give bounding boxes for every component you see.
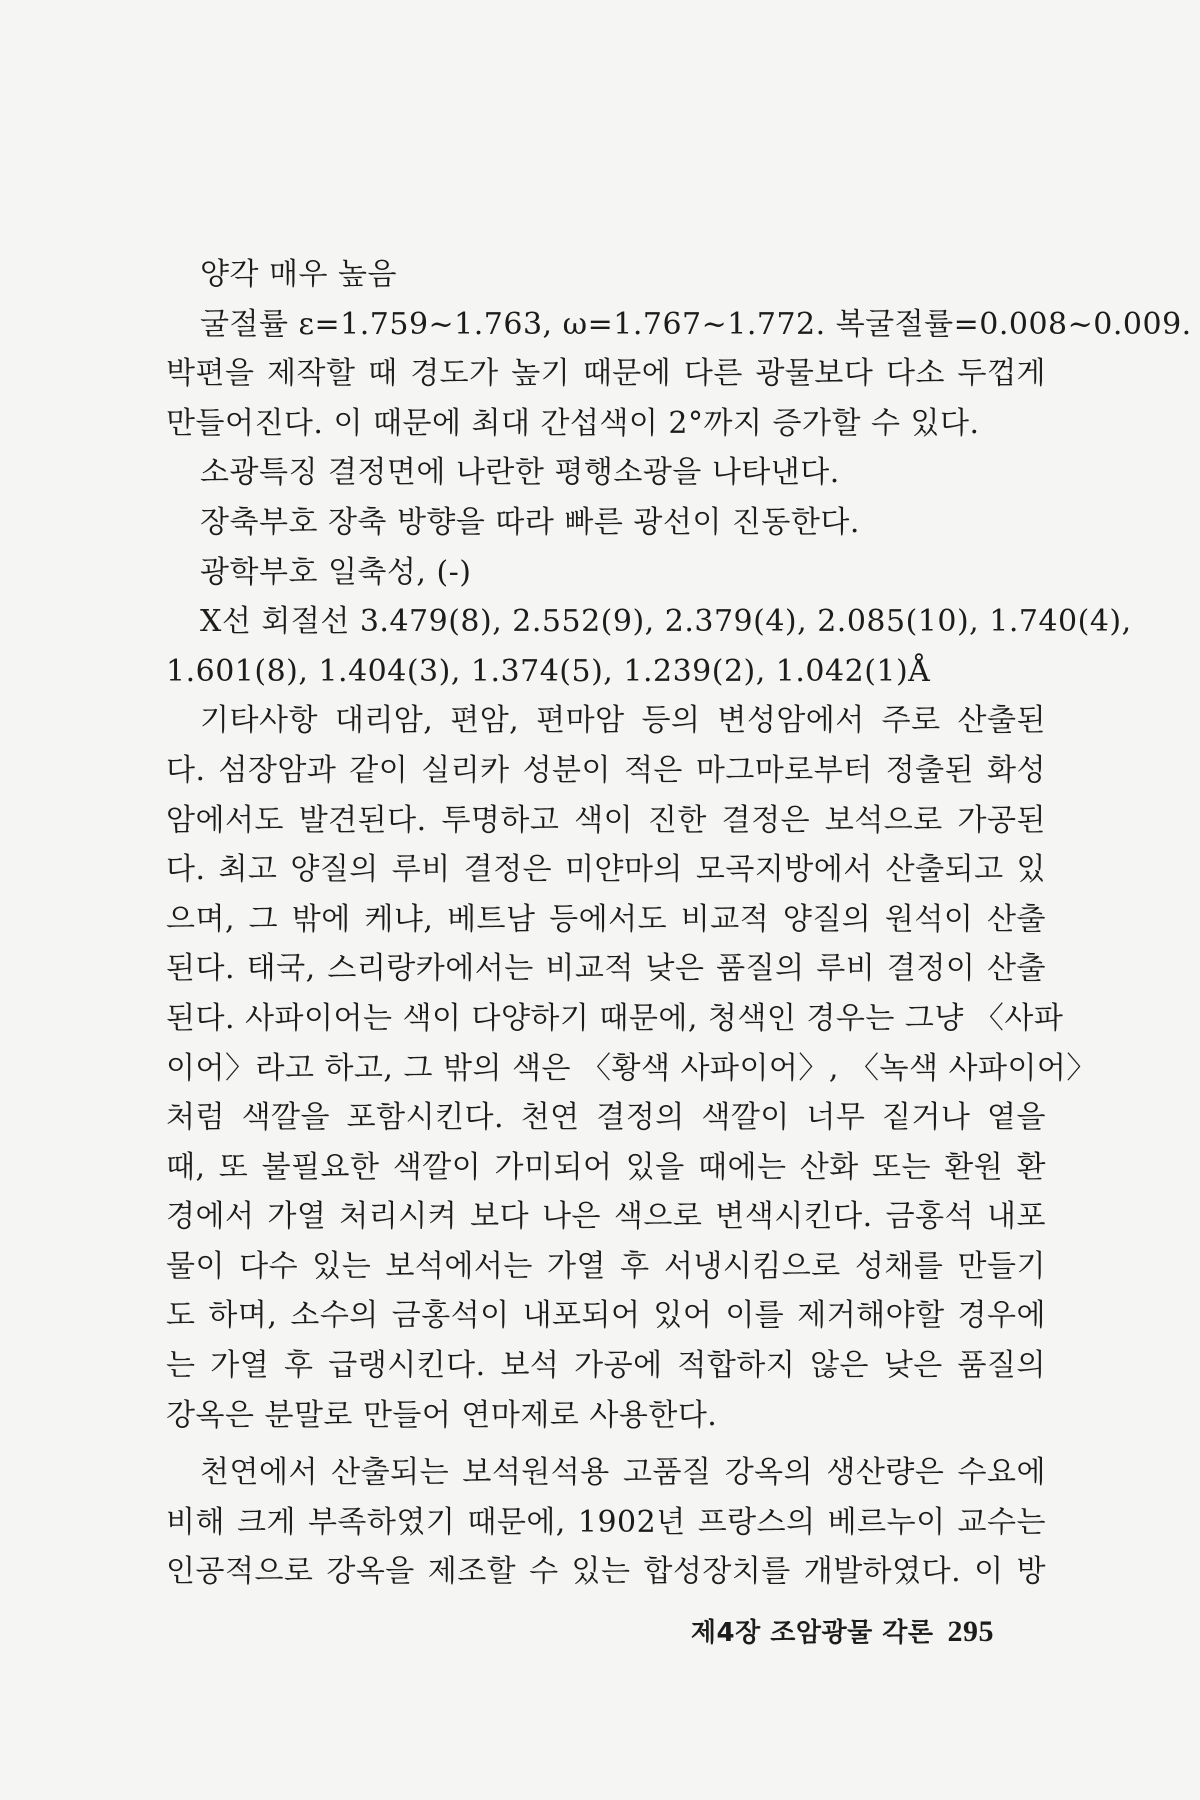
text-line: 처럼 색깔을 포함시킨다. 천연 결정의 색깔이 너무 짙거나 옅을: [166, 1100, 1046, 1136]
text-line: 도 하며, 소수의 금홍석이 내포되어 있어 이를 제거해야할 경우에: [166, 1298, 1046, 1334]
text-line: 때, 또 불필요한 색깔이 가미되어 있을 때에는 산화 또는 환원 환: [166, 1149, 1046, 1185]
text-line: 광학부호 일축성, (-): [200, 554, 472, 590]
chapter-title: 제4장 조암광물 각론: [690, 1618, 934, 1648]
text-line: 비해 크게 부족하였기 때문에, 1902년 프랑스의 베르누이 교수는: [166, 1504, 1046, 1540]
text-line: 암에서도 발견된다. 투명하고 색이 진한 결정은 보석으로 가공된: [166, 802, 1046, 838]
page-number: 295: [947, 1615, 994, 1648]
text-line: 기타사항 대리암, 편암, 편마암 등의 변성암에서 주로 산출된: [200, 703, 1046, 739]
text-line: 장축부호 장축 방향을 따라 빠른 광선이 진동한다.: [200, 504, 860, 540]
text-line: 만들어진다. 이 때문에 최대 간섭색이 2°까지 증가할 수 있다.: [166, 405, 980, 441]
text-line: 1.601(8), 1.404(3), 1.374(5), 1.239(2), 1.042(1)Å: [166, 653, 931, 689]
text-line: 된다. 태국, 스리랑카에서는 비교적 낮은 품질의 루비 결정이 산출: [166, 951, 1046, 987]
text-line: 강옥은 분말로 만들어 연마제로 사용한다.: [166, 1397, 718, 1433]
text-line: 천연에서 산출되는 보석원석용 고품질 강옥의 생산량은 수요에: [200, 1455, 1046, 1491]
text-line: 다. 최고 양질의 루비 결정은 미얀마의 모곡지방에서 산출되고 있: [166, 852, 1046, 888]
text-line: 인공적으로 강옥을 제조할 수 있는 합성장치를 개발하였다. 이 방: [166, 1554, 1046, 1590]
text-line: 경에서 가열 처리시켜 보다 나은 색으로 변색시킨다. 금홍석 내포: [166, 1199, 1046, 1235]
text-line: 이어〉라고 하고, 그 밖의 색은 〈황색 사파이어〉, 〈녹색 사파이어〉: [166, 1050, 1097, 1086]
page-footer: [691, 1612, 994, 1649]
text-line: 된다. 사파이어는 색이 다양하기 때문에, 청색인 경우는 그냥 〈사파: [166, 1000, 1064, 1036]
text-line: 양각 매우 높음: [200, 257, 397, 292]
text-line: 으며, 그 밖에 케냐, 베트남 등에서도 비교적 양질의 원석이 산출: [166, 901, 1046, 937]
body-text: [166, 250, 1192, 1597]
text-line: 다. 섬장암과 같이 실리카 성분이 적은 마그마로부터 정출된 화성: [166, 752, 1046, 788]
text-line: 박편을 제작할 때 경도가 높기 때문에 다른 광물보다 다소 두껍게: [166, 356, 1046, 392]
text-line: 굴절률 ε=1.759~1.763, ω=1.767~1.772. 복굴절률=0.008~0.009.: [200, 306, 1192, 342]
text-line: 물이 다수 있는 보석에서는 가열 후 서냉시킴으로 성채를 만들기: [166, 1248, 1046, 1284]
text-line: 소광특징 결정면에 나란한 평행소광을 나타낸다.: [200, 455, 840, 491]
text-line: X선 회절선 3.479(8), 2.552(9), 2.379(4), 2.085(10), 1.740(4),: [200, 604, 1132, 640]
text-line: 는 가열 후 급랭시킨다. 보석 가공에 적합하지 않은 낮은 품질의: [166, 1348, 1046, 1384]
